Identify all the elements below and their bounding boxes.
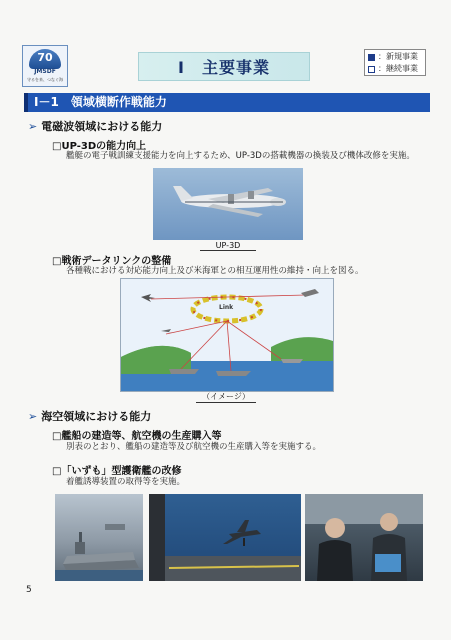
up3d-text: 艦艇の電子戦訓練支援能力を向上するため、UP-3Dの搭載機器の換装及び機体改修を実施。	[66, 151, 415, 161]
izumo-text: 着艦誘導装置の取得等を実施。	[66, 477, 186, 487]
datalink-caption: （イメージ）	[196, 391, 256, 403]
arrow-bullet-icon: ➢	[28, 410, 38, 423]
jmsdf-logo	[22, 45, 68, 87]
logo-number: 70	[37, 51, 53, 64]
logo-tagline: 守るを来、つなぐ海	[27, 77, 63, 82]
shipbuilding-text: 別表のとおり、艦船の建造等及び航空機の生産購入等を実施する。	[66, 442, 322, 452]
block1-heading: ➢ 電磁波領域における能力	[28, 120, 163, 133]
up3d-photo	[153, 168, 303, 240]
page-title: I 主要事業	[138, 52, 310, 81]
legend-new: ：新規事業	[368, 51, 422, 63]
arrow-bullet-icon: ➢	[28, 120, 38, 133]
page-number: 5	[26, 585, 32, 595]
izumo-title: □「いずも」型護衛艦の改修	[52, 466, 182, 477]
empty-square-icon	[368, 66, 375, 73]
up3d-aircraft-icon	[153, 168, 303, 240]
logo-name: JMSDF	[34, 68, 56, 75]
filled-square-icon	[368, 54, 375, 61]
f35b-aircraft-icon	[149, 494, 301, 581]
datalink-diagram	[120, 278, 334, 392]
crew-people-icon	[305, 494, 423, 581]
legend-continuing: ：継続事業	[368, 63, 422, 75]
datalink-illustration	[121, 279, 333, 391]
shipbuilding-title: □艦船の建造等、航空機の生産購入等	[52, 431, 222, 442]
block2-heading: ➢ 海空領域における能力	[28, 410, 152, 423]
datalink-title: □戦術データリンクの整備	[52, 256, 172, 267]
up3d-caption: UP-3D	[200, 241, 256, 251]
izumo-ship-icon	[55, 494, 143, 581]
legend	[364, 49, 426, 76]
izumo-ship-photo	[55, 494, 143, 581]
section-header: I－1 領域横断作戦能力	[24, 93, 430, 112]
crew-photo	[305, 494, 423, 581]
f35b-landing-photo	[149, 494, 301, 581]
datalink-text: 各種戦における対応能力向上及び米海軍との相互運用性の維持・向上を図る。	[66, 266, 364, 276]
up3d-title: □UP-3Dの能力向上	[52, 141, 147, 152]
link-label: Link	[219, 304, 234, 311]
